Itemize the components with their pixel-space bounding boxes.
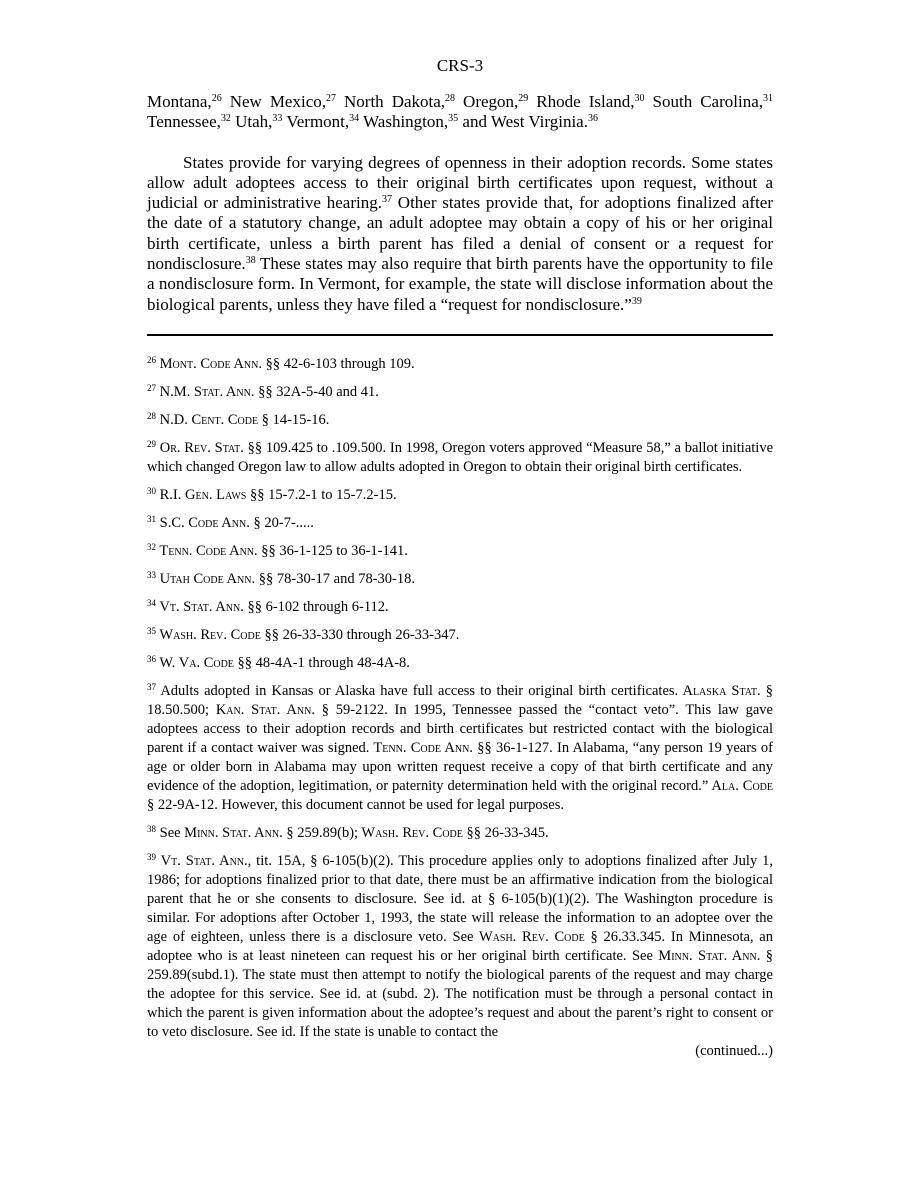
text-run: . § 59-2122. In 1995, Tennessee passed the “contact veto”. This law gave adoptees access to their adoption records and birth certificates but restricted contact with the biological parent if a contact waiver was signed. T — [147, 701, 773, 756]
footnote-37 — [147, 682, 773, 815]
footnote-38 — [147, 824, 773, 843]
footnote-30 — [147, 486, 773, 505]
footnote-number: 39 — [147, 851, 156, 862]
footnote-number: 27 — [147, 382, 156, 393]
text-run: . L — [208, 486, 225, 503]
text-run: States provide for varying degrees of openness in their adoption records. Some states allow adult adoptees access to their original birth certificates upon request, without a judicial or administrative hearing. — [147, 152, 773, 213]
footnote-34 — [147, 598, 773, 617]
text-run: . §§ 78-30-17 and 78-30-18. — [251, 570, 415, 587]
small-caps-text: ash — [375, 824, 396, 841]
body-paragraph-1 — [147, 92, 773, 133]
text-run: §§ 15-7.2-1 to 15-7.2-15. — [246, 486, 397, 503]
text-run: Rhode Island, — [528, 92, 635, 111]
text-run: S.C. C — [159, 514, 198, 531]
small-caps-text: nn — [264, 824, 280, 841]
footnote-number: 38 — [147, 823, 156, 834]
text-run: Other states provide that, for adoptions finalized after the date of a statutory change, an adult adoptee may obtain a copy of his or her original birth certificate, unless a birth parent has filed a denial of consent or a request for nondisclosure. — [147, 193, 773, 274]
text-run: §§ 48-4A-1 through 48-4A-8. — [233, 654, 410, 671]
footnote-separator — [147, 334, 773, 336]
text-run: O — [159, 439, 171, 456]
text-run: . S — [214, 824, 231, 841]
text-run: A — [223, 570, 238, 587]
small-caps-text: enn — [168, 542, 189, 559]
text-run: . C — [196, 654, 214, 671]
text-run: T — [159, 542, 169, 559]
text-run: Oregon, — [455, 92, 519, 111]
text-run: ., tit. 15A, § 6-105(b)(2). This procedure applies only to adoptions finalized after July 1, 1986; for adoptions finalized prior to that date, there must be an affirmative indication from the biological parent that he or she consents to disclosure. See id. at § 6-105(b)(1)(2). The Washington procedure is similar. For adoptions after October 1, 1993, the state will release the information to an adoptee over the age of eighteen, unless there is a disclosure veto. See W — [147, 852, 773, 945]
small-caps-text: ode — [213, 654, 234, 671]
small-caps-text: tah — [170, 570, 190, 587]
footnote-reference: 38 — [245, 255, 256, 267]
text-run: . § 259.89(b); W — [279, 824, 376, 841]
text-run: § 26.33.345. In Minnesota, an adoptee who is at least nineteen can request his or her original birth certificate. See M — [147, 928, 773, 964]
footnote-reference: 35 — [448, 113, 459, 125]
text-run: A — [218, 514, 232, 531]
footnote-reference: 37 — [382, 194, 392, 206]
small-caps-text: ash — [173, 626, 194, 643]
footnote-number: 29 — [147, 438, 156, 449]
small-caps-text: tat — [191, 598, 209, 615]
small-caps-text: tat — [230, 824, 248, 841]
text-run: . R — [512, 928, 532, 945]
text-run: New Mexico, — [221, 92, 326, 111]
small-caps-text: en — [195, 486, 209, 503]
text-run: . S — [688, 947, 707, 964]
footnote-reference: 34 — [349, 113, 360, 125]
text-run: These states may also require that birth parents have the opportunity to file a nondisclosure form. In Vermont, for example, the state will disclose information about the biological parents, unless they have filed a “request for nondisclosure.” — [147, 254, 773, 314]
text-run: . C — [220, 411, 238, 428]
small-caps-text: inn — [671, 947, 689, 964]
small-caps-text: nn — [239, 542, 255, 559]
small-caps-text: la — [721, 777, 736, 794]
footnote-31 — [147, 514, 773, 533]
small-caps-text: ent — [201, 411, 221, 428]
small-caps-text: ode — [420, 739, 441, 756]
footnote-26 — [147, 355, 773, 374]
footnote-number: 35 — [147, 625, 156, 636]
footnote-reference: 32 — [220, 113, 231, 125]
small-caps-text: nn — [454, 739, 470, 756]
footnote-number: 30 — [147, 485, 156, 496]
text-run: . A — [208, 598, 226, 615]
small-caps-text: inn — [197, 824, 215, 841]
text-run: . C — [193, 355, 211, 372]
footnote-number: 26 — [147, 354, 156, 365]
small-caps-text: nn — [237, 570, 252, 587]
text-run: §§ 26-33-345. — [462, 824, 549, 841]
text-run: V — [160, 852, 172, 869]
text-run: Vermont, — [282, 112, 350, 132]
text-run: . S — [207, 439, 223, 456]
text-run: . R — [395, 824, 413, 841]
footnote-32 — [147, 542, 773, 561]
small-caps-text: enn — [382, 739, 403, 756]
footnote-number: 37 — [147, 681, 156, 692]
footnote-number: 31 — [147, 513, 156, 524]
text-run: § 14-15-16. — [258, 411, 330, 428]
footnote-reference: 39 — [631, 295, 642, 307]
text-run: . A — [211, 852, 230, 869]
small-caps-text: nn — [296, 701, 312, 718]
small-caps-text: ode — [564, 928, 585, 945]
footnote-reference: 26 — [211, 93, 222, 104]
text-run: . R — [176, 439, 194, 456]
small-caps-text: ode — [237, 411, 259, 428]
text-run: N.M. S — [159, 383, 202, 400]
text-run: . §§ 36-1-127. In Alabama, “any person 19 years of age or older born in Alabama may upon written request receive a copy of that birth certificate and any evidence of the adoption, legitimation, or paternity determination held with the original record.” A — [147, 739, 774, 794]
text-run: . §§ 6-102 through 6-112. — [240, 598, 389, 615]
text-run: North Dakota, — [336, 92, 446, 111]
text-run: . A — [276, 701, 297, 718]
text-run: . A — [219, 383, 237, 400]
continued-note: (continued...) — [695, 1042, 773, 1059]
small-caps-text: ode — [210, 355, 231, 372]
text-run: S — [726, 682, 740, 699]
text-run: . A — [723, 947, 743, 964]
text-run: A — [226, 542, 240, 559]
text-run: Montana, — [147, 92, 212, 111]
small-caps-text: tat — [706, 947, 724, 964]
small-caps-text: tat — [222, 439, 241, 456]
small-caps-text: tat — [739, 682, 758, 699]
small-caps-text: nn — [742, 947, 757, 964]
small-caps-text: tat — [201, 383, 220, 400]
text-run: . §§ 36-1-125 to 36-1-141. — [254, 542, 408, 559]
small-caps-text: tat — [193, 852, 212, 869]
text-run: M — [159, 355, 173, 372]
text-run: § 22-9A-12. However, this document cannot be used for legal purposes. — [147, 796, 564, 813]
text-run: C — [189, 570, 204, 587]
small-caps-text: laska — [692, 682, 727, 699]
text-run: Utah, — [230, 112, 273, 132]
text-run: §§ 26-33-330 through 26-33-347. — [260, 626, 460, 643]
small-caps-text: t — [171, 852, 178, 869]
small-caps-text: ode — [442, 824, 463, 841]
footnote-29 — [147, 439, 773, 477]
text-run: U — [159, 570, 171, 587]
small-caps-text: a — [189, 654, 197, 671]
footnote-36 — [147, 654, 773, 673]
footnote-33 — [147, 570, 773, 589]
footnote-reference: 30 — [634, 93, 645, 104]
small-caps-text: aws — [224, 486, 247, 503]
small-caps-text: ev — [531, 928, 546, 945]
small-caps-text: nn — [231, 514, 247, 531]
small-caps-text: ont — [172, 355, 194, 372]
footnote-number: 34 — [147, 597, 156, 608]
body-paragraph-2 — [147, 153, 773, 315]
text-run: . C — [223, 626, 241, 643]
small-caps-text: tat — [259, 701, 277, 718]
text-run: . C — [545, 928, 565, 945]
footnote-reference: 31 — [763, 93, 773, 104]
text-run: . §§ 42-6-103 through 109. — [258, 355, 415, 372]
small-caps-text: an — [226, 701, 241, 718]
text-run: . § 20-7-..... — [246, 514, 314, 531]
text-run: A — [230, 355, 244, 372]
page-header: CRS-3 — [436, 56, 484, 75]
small-caps-text: ode — [197, 514, 219, 531]
footnote-reference: 29 — [518, 93, 529, 104]
footnote-reference: 27 — [326, 93, 336, 104]
footnote-28 — [147, 411, 773, 430]
small-caps-text: nn — [243, 355, 259, 372]
footnote-number: 36 — [147, 653, 156, 664]
text-run: A — [440, 739, 455, 756]
small-caps-text: ode — [240, 626, 261, 643]
text-run: Tennessee, — [147, 112, 221, 132]
text-run: . §§ 109.425 to .109.500. In 1998, Oregon voters approved “Measure 58,” a ballot initiative which changed Oregon law to allow adults adopted in Oregon to obtain their original birth certificates. — [147, 439, 774, 475]
text-run: V — [159, 598, 170, 615]
small-caps-text: ev — [412, 824, 426, 841]
text-run: Washington, — [359, 112, 449, 132]
text-run: W — [159, 626, 174, 643]
footnote-number: 28 — [147, 410, 156, 421]
text-run: . § 259.89(subd.1). The state must then attempt to notify the biological parents of the request and may charge the adoptee for this service. See id. at (subd. 2). The notification must be through a personal contact in which the parent is given information about the adoptee’s request and about the parent’s right to consent or to veto disclosure. See id. If the state is unable to contact the — [147, 947, 774, 1040]
text-run: See M — [159, 824, 198, 841]
text-run: and West Virginia. — [458, 112, 588, 132]
small-caps-text: ode — [205, 542, 227, 559]
small-caps-text: nn — [225, 598, 241, 615]
small-caps-text: nn — [229, 852, 245, 869]
footnote-number: 33 — [147, 569, 156, 580]
footnote-reference: 36 — [587, 113, 598, 125]
footnote-35 — [147, 626, 773, 645]
text-run: R.I. G — [159, 486, 196, 503]
text-run: W. V — [159, 654, 190, 671]
small-caps-text: ev — [210, 626, 224, 643]
small-caps-text: ode — [752, 777, 774, 794]
text-run: . C — [425, 824, 443, 841]
text-run: . S — [175, 598, 192, 615]
footnote-39 — [147, 852, 773, 1042]
text-run: . R — [193, 626, 210, 643]
small-caps-text: ash — [492, 928, 513, 945]
footnote-reference: 33 — [272, 113, 283, 125]
text-run: South Carolina, — [644, 92, 763, 111]
text-run: . C — [402, 739, 421, 756]
text-run: . §§ 32A-5-40 and 41. — [250, 383, 379, 400]
small-caps-text: nn — [236, 383, 251, 400]
text-run: . C — [735, 777, 753, 794]
footnote-27 — [147, 383, 773, 402]
text-run: . § 18.50.500; K — [147, 682, 774, 718]
small-caps-text: t — [169, 598, 176, 615]
footnote-reference: 28 — [445, 93, 456, 104]
text-run: . A — [247, 824, 265, 841]
text-run: . C — [188, 542, 206, 559]
text-run: N.D. C — [159, 411, 202, 428]
page-content — [147, 92, 773, 1061]
text-run: . S — [177, 852, 194, 869]
footnotes-section — [147, 355, 773, 1042]
small-caps-text: ev — [193, 439, 208, 456]
text-run: . S — [240, 701, 260, 718]
footnote-number: 32 — [147, 541, 156, 552]
text-run: Adults adopted in Kansas or Alaska have full access to their original birth certificates. A — [160, 682, 693, 699]
small-caps-text: ode — [203, 570, 224, 587]
small-caps-text: r — [170, 439, 177, 456]
